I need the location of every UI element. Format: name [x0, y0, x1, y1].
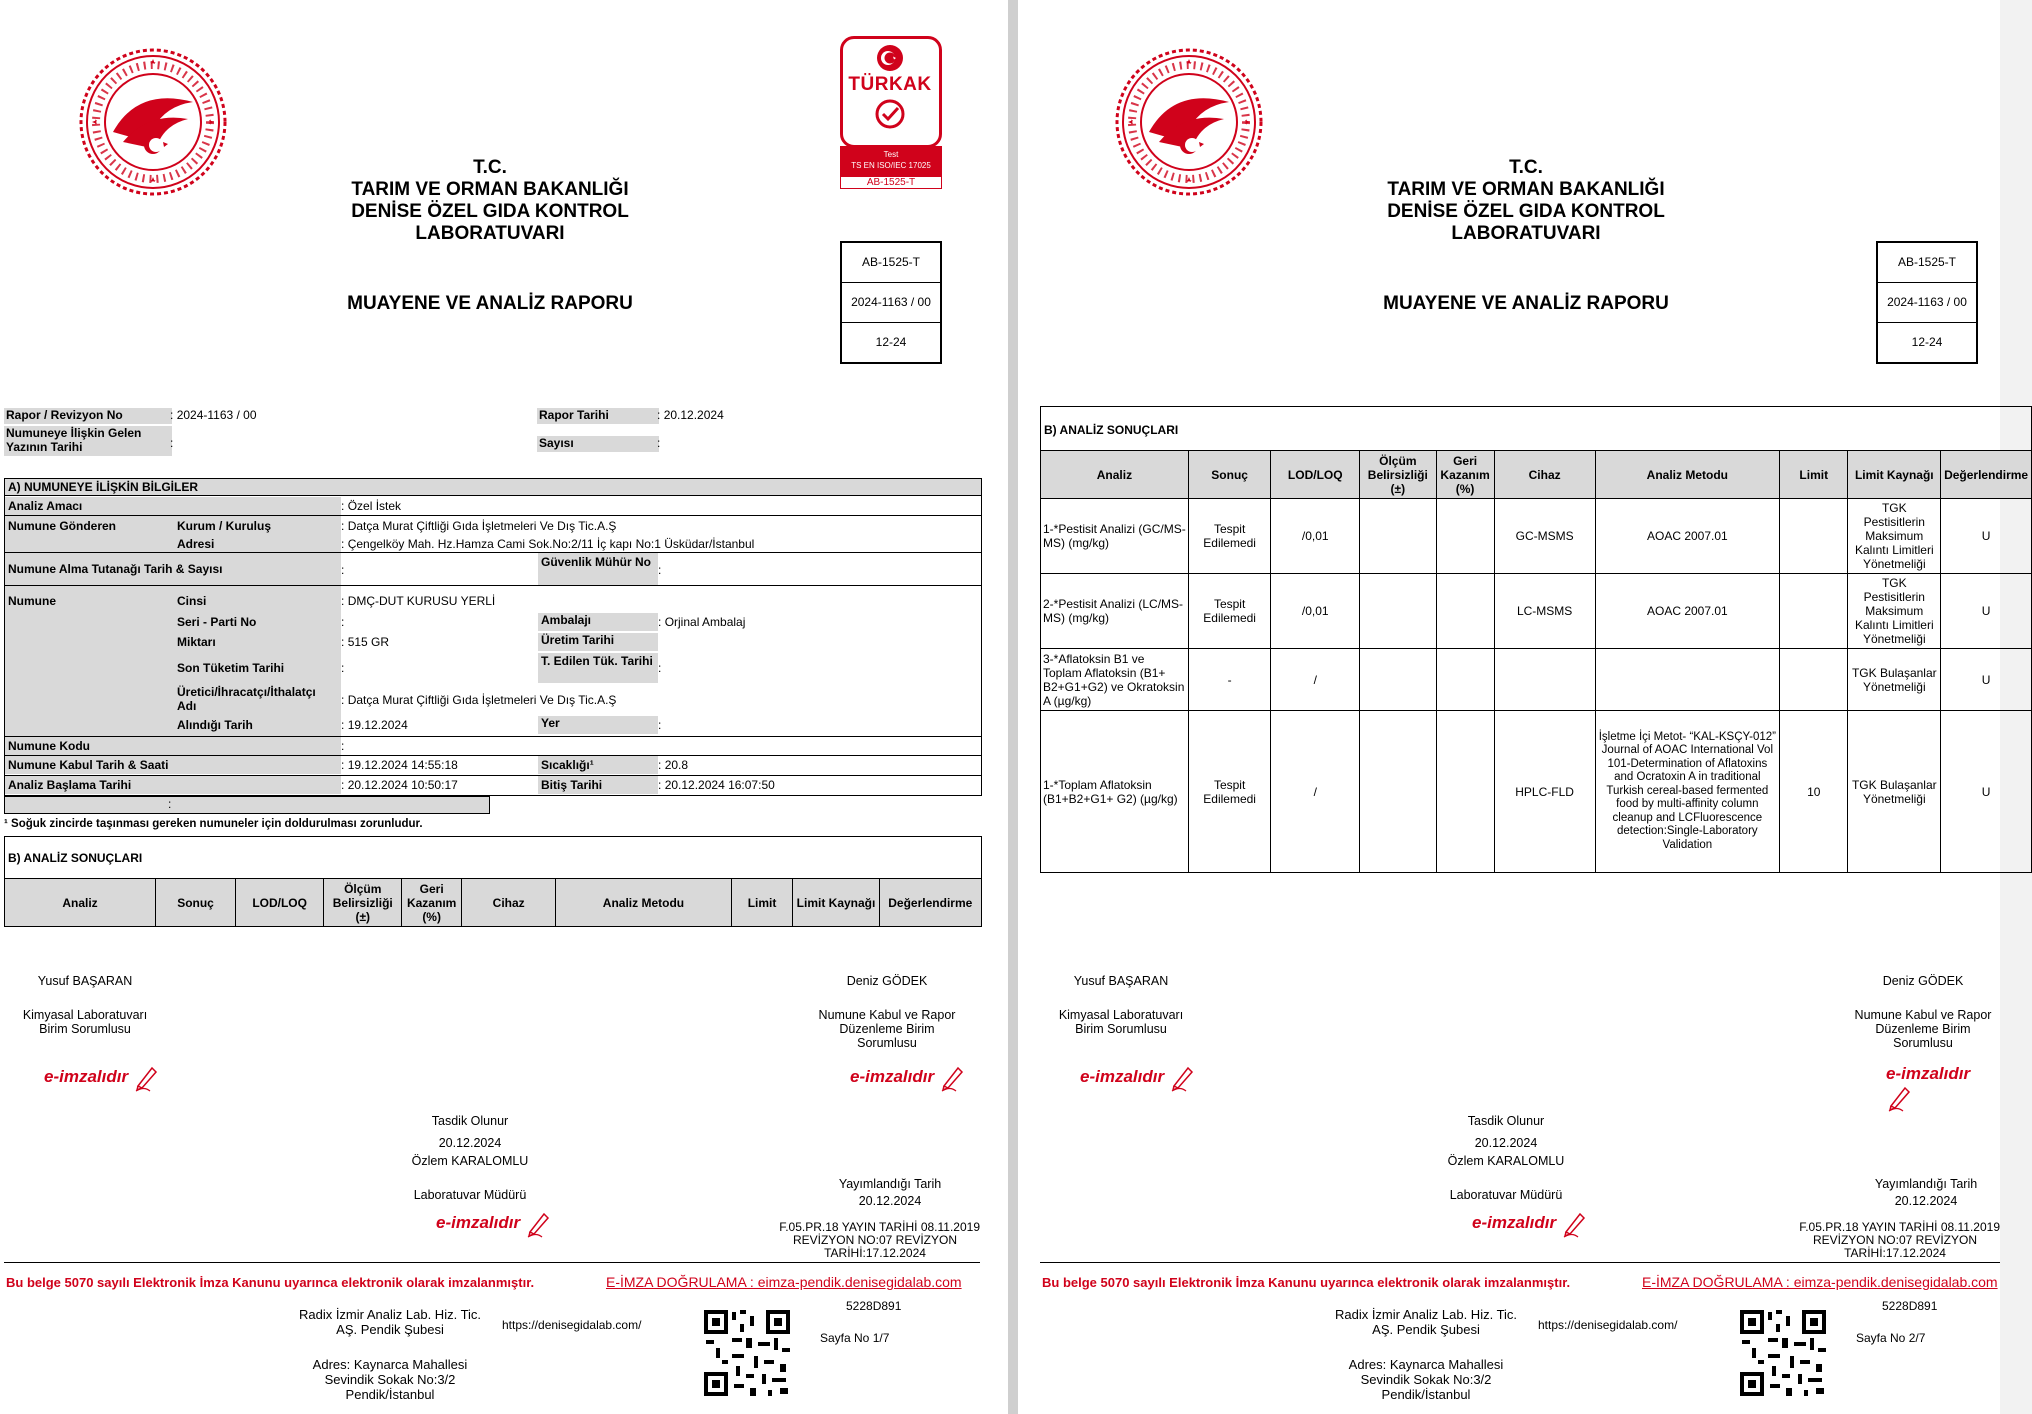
mudur-name: Özlem KARALOMLU: [1447, 1154, 1565, 1168]
header-tc: T.C.: [1509, 157, 1543, 178]
bitis-value: 20.12.2024 16:07:50: [664, 778, 775, 792]
mudur-name: Özlem KARALOMLU: [411, 1154, 529, 1168]
mudur-eimza: [436, 1210, 553, 1238]
code-report: 2024-1163 / 00: [1878, 283, 1976, 323]
address-line-1: Adres: Kaynarca Mahallesi: [312, 1357, 468, 1372]
header-block: [280, 157, 700, 245]
code-lab: AB-1525-T: [1878, 243, 1976, 283]
table-row: [1041, 574, 2032, 649]
yer-label: Yer: [538, 716, 658, 734]
cell-geri: [1436, 499, 1494, 574]
page-divider: [1008, 0, 1018, 1414]
form-code-1: F.05.PR.18 YAYIN TARİHİ 08.11.2019: [779, 1220, 980, 1234]
cinsi-wrap: [341, 594, 495, 608]
col-lod: LOD/LOQ: [1271, 451, 1360, 499]
yayim-label: Yayımlandığı Tarih: [1874, 1177, 1978, 1191]
rapor-no-value: 2024-1163 / 00: [176, 408, 257, 422]
address-line-2: Sevindik Sokak No:3/2: [1360, 1372, 1492, 1387]
right-signer-title: Numune Kabul ve Rapor Düzenleme Birim Sorumlusu: [818, 1008, 956, 1050]
footer-rule: [1040, 1262, 2000, 1263]
extra-row: [4, 796, 490, 814]
adres-label: Adresi: [177, 537, 215, 551]
uretici-wrap: [341, 693, 616, 707]
table-row: [1041, 711, 2032, 873]
colon: :: [341, 615, 345, 629]
analiz-amaci-wrap: [341, 499, 401, 513]
law-note: Bu belge 5070 sayılı Elektronik İmza Kanunu uyarınca elektronik olarak imzalanmıştır.: [6, 1275, 535, 1290]
rapor-tarihi-value: 20.12.2024: [663, 408, 724, 422]
numune-label: Numune: [8, 594, 56, 608]
ambalaj-label: Ambalajı: [538, 613, 658, 631]
cell-metod: İşletme İçi Metot- “KAL-KSÇY-012” Journal of AOAC International Vol 101-Determination of Aflatoxins and Ocratoxin A in traditional Turkish cereal-based fermented food by multi-affinity column cleanup and LCFluorescence detection:Single-Laboratory Validation: [1595, 711, 1780, 873]
left-signer-title: Kimyasal Laboratuvarı Birim Sorumlusu: [22, 1008, 148, 1036]
yayim-date: 20.12.2024: [1894, 1194, 1958, 1208]
sicaklik-wrap: [658, 758, 688, 772]
turkak-flag-icon: [876, 44, 904, 72]
analiz-amaci-label: Analiz Amacı: [5, 497, 341, 515]
turkak-code: AB-1525-T: [840, 176, 942, 189]
table-row: [1041, 499, 2032, 574]
sayisi-label: Sayısı: [537, 436, 659, 452]
left-signer-name: Yusuf BAŞARAN: [37, 974, 133, 988]
header-ministry: TARIM VE ORMAN BAKANLIĞI: [1387, 179, 1665, 200]
cell-lod: /0,01: [1271, 574, 1360, 649]
cell-metod: AOAC 2007.01: [1595, 574, 1780, 649]
t-edilen-label: T. Edilen Tük. Tarihi: [538, 653, 658, 683]
cell-degerlendirme: U: [1941, 499, 2032, 574]
pen-icon: [939, 1064, 967, 1092]
tutanak-label: Numune Alma Tutanağı Tarih & Sayısı: [5, 553, 341, 585]
col-degerlendirme: Değerlendirme: [1941, 451, 2032, 499]
kabul-wrap: [341, 758, 458, 772]
ministry-seal-icon: [78, 47, 228, 197]
bitis-label: Bitiş Tarihi: [538, 776, 658, 794]
colon: :: [341, 594, 345, 608]
report-title: MUAYENE VE ANALİZ RAPORU: [347, 293, 633, 314]
colon: :: [168, 797, 172, 811]
website-link[interactable]: https://denisegidalab.com/: [502, 1318, 642, 1332]
seri-label: Seri - Parti No: [177, 615, 257, 629]
rapor-tarihi-wrap: [657, 408, 724, 422]
header-lab: DENİSE ÖZEL GIDA KONTROL LABORATUVARI: [351, 201, 629, 244]
col-sonuc: Sonuç: [1188, 451, 1271, 499]
cell-analiz: 1-*Toplam Aflatoksin (B1+B2+G1+ G2) (µg/kg): [1041, 711, 1189, 873]
pen-icon: [133, 1064, 161, 1092]
form-code-2: REVİZYON NO:07 REVİZYON: [792, 1233, 958, 1247]
tasdik: Tasdik Olunur: [431, 1114, 509, 1128]
alindigi-wrap: [341, 718, 408, 732]
mudur-eimza: [1472, 1210, 1589, 1238]
tasdik: Tasdik Olunur: [1467, 1114, 1545, 1128]
eimza-label: e-imzalıdır: [1886, 1064, 1971, 1083]
pen-icon: [1169, 1064, 1197, 1092]
cell-analiz: 1-*Pestisit Analizi (GC/MS-MS) (mg/kg): [1041, 499, 1189, 574]
form-code: [1790, 1221, 2000, 1260]
colon: :: [341, 739, 345, 753]
right-eimza: [1886, 1064, 2000, 1112]
baslama-value: 20.12.2024 10:50:17: [347, 778, 458, 792]
colon: :: [658, 778, 662, 792]
col-cihaz: Cihaz: [1494, 451, 1595, 499]
pen-icon: [525, 1210, 553, 1238]
cell-sonuc: Tespit Edilemedi: [1188, 499, 1271, 574]
header-tc: T.C.: [473, 157, 507, 178]
col-analiz: Analiz: [1041, 451, 1189, 499]
colon: :: [341, 693, 345, 707]
results-table: [1040, 450, 2032, 873]
kabul-value: 19.12.2024 14:55:18: [347, 758, 458, 772]
cinsi-value: DMÇ-DUT KURUSU YERLİ: [347, 594, 496, 608]
cell-degerlendirme: U: [1941, 711, 2032, 873]
address-line-3: Pendik/İstanbul: [1381, 1387, 1471, 1402]
cell-metod: AOAC 2007.01: [1595, 499, 1780, 574]
cell-lod: /: [1271, 711, 1360, 873]
adres-wrap: [341, 537, 754, 551]
code-lab: AB-1525-T: [842, 243, 940, 283]
yazi-tarihi-label: Numuneye İlişkin Gelen Yazının Tarihi: [4, 426, 172, 456]
col-degerlendirme: Değerlendirme: [879, 879, 981, 927]
cell-kaynak: TGK Bulaşanlar Yönetmeliği: [1848, 711, 1941, 873]
mudur-title: Laboratuvar Müdürü: [1449, 1188, 1563, 1202]
col-metod: Analiz Metodu: [556, 879, 731, 927]
sicaklik-value: 20.8: [664, 758, 689, 772]
colon: :: [658, 718, 662, 732]
col-olcum: Ölçüm Belirsizliği (±): [324, 879, 402, 927]
eimza-label: e-imzalıdır: [1472, 1213, 1557, 1233]
col-cihaz: Cihaz: [462, 879, 556, 927]
cell-limit: 10: [1780, 711, 1848, 873]
address: [290, 1357, 490, 1402]
col-geri: Geri Kazanım (%): [402, 879, 462, 927]
website-link[interactable]: https://denisegidalab.com/: [1538, 1318, 1678, 1332]
right-eimza: [850, 1064, 967, 1092]
cell-sonuc: Tespit Edilemedi: [1188, 574, 1271, 649]
colon: :: [341, 499, 345, 513]
tasdik-date: 20.12.2024: [1474, 1136, 1538, 1150]
colon: :: [658, 758, 662, 772]
analiz-amaci-value: Özel İstek: [347, 499, 402, 513]
kurum-wrap: [341, 519, 616, 533]
col-limit: Limit: [731, 879, 793, 927]
section-a-title: A) NUMUNEYE İLİŞKİN BİLGİLER: [5, 479, 981, 496]
cell-limit: [1780, 649, 1848, 711]
qr-code-icon: [702, 1308, 792, 1398]
cell-analiz: 3-*Aflatoksin B1 ve Toplam Aflatoksin (B1+ B2+G1+G2) ve Okratoksin A (µg/kg): [1041, 649, 1189, 711]
mudur-title: Laboratuvar Müdürü: [413, 1188, 527, 1202]
form-code-3: TARİHİ:17.12.2024: [1844, 1246, 1946, 1260]
cell-sonuc: -: [1188, 649, 1271, 711]
form-code-2: REVİZYON NO:07 REVİZYON: [1812, 1233, 1978, 1247]
cell-geri: [1436, 711, 1494, 873]
section-a: [4, 478, 982, 796]
pen-icon: [1886, 1084, 1914, 1112]
cell-cihaz: [1494, 649, 1595, 711]
qr-code-icon: [1738, 1308, 1828, 1398]
cell-kaynak: TGK Pestisitlerin Maksimum Kalıntı Limitleri Yönetmeliği: [1848, 574, 1941, 649]
colon: :: [341, 563, 345, 577]
code-month: 12-24: [1911, 335, 1943, 349]
alindigi-label: Alındığı Tarih: [177, 718, 253, 732]
sicaklik-label: Sıcaklığı¹: [538, 756, 658, 774]
colon: :: [658, 563, 662, 577]
code-box: [840, 241, 942, 364]
yayim-label: Yayımlandığı Tarih: [838, 1177, 942, 1191]
rapor-tarihi-label: Rapor Tarihi: [537, 408, 659, 424]
report-page-1: [0, 0, 1008, 1414]
footnote: ¹ Soğuk zincirde taşınması gereken numuneler için doldurulması zorunludur.: [4, 818, 423, 830]
address-line-2: Sevindik Sokak No:3/2: [324, 1372, 456, 1387]
kabul-label: Numune Kabul Tarih & Saati: [5, 756, 341, 774]
section-b-title: B) ANALİZ SONUÇLARI: [8, 851, 143, 865]
col-kaynak: Limit Kaynağı: [793, 879, 879, 927]
col-limit: Limit: [1780, 451, 1848, 499]
header-lab: DENİSE ÖZEL GIDA KONTROL LABORATUVARI: [1387, 201, 1665, 244]
miktari-wrap: [341, 635, 389, 649]
col-olcum: Ölçüm Belirsizliği (±): [1360, 451, 1436, 499]
cell-lod: /: [1271, 649, 1360, 711]
eimza-verify-link[interactable]: E-İMZA DOĞRULAMA : eimza-pendik.denisegidalab.com: [1642, 1274, 1998, 1290]
footer-rule: [4, 1262, 980, 1263]
left-eimza: [44, 1064, 161, 1092]
baslama-wrap: [341, 778, 458, 792]
colon: :: [170, 408, 174, 422]
section-b-title: B) ANALİZ SONUÇLARI: [1044, 423, 1179, 437]
cell-olcum: [1360, 711, 1436, 873]
colon: :: [341, 778, 345, 792]
right-signer-name: Deniz GÖDEK: [846, 974, 928, 988]
cell-olcum: [1360, 499, 1436, 574]
colon: :: [341, 519, 345, 533]
ambalaj-value: Orjinal Ambalaj: [664, 615, 746, 629]
rapor-no-label: Rapor / Revizyon No: [4, 408, 172, 424]
colon: :: [341, 661, 345, 675]
right-signer-title: Numune Kabul ve Rapor Düzenleme Birim Sorumlusu: [1854, 1008, 1992, 1050]
numune-bg: [5, 586, 341, 736]
address-line-3: Pendik/İstanbul: [345, 1387, 435, 1402]
turkak-badge: [840, 36, 942, 188]
section-b-title-box: [4, 836, 982, 880]
uretim-label: Üretim Tarihi: [538, 633, 658, 651]
miktari-value: 515 GR: [347, 635, 390, 649]
cell-olcum: [1360, 574, 1436, 649]
cinsi-label: Cinsi: [177, 594, 207, 608]
colon: :: [341, 758, 345, 772]
baslama-label: Analiz Başlama Tarihi: [5, 776, 341, 794]
company-line-2: AŞ. Pendik Şubesi: [1372, 1322, 1480, 1337]
page-number: Sayfa No 2/7: [1856, 1331, 1926, 1345]
uretici-label: Üretici/İhracatçı/İthalatçı Adı: [177, 685, 316, 713]
turkak-standard: TS EN ISO/IEC 17025: [851, 161, 931, 170]
table-row: [1041, 649, 2032, 711]
turkak-name: TÜRKAK: [848, 74, 932, 95]
form-code-1: F.05.PR.18 YAYIN TARİHİ 08.11.2019: [1799, 1220, 2000, 1234]
cell-kaynak: TGK Pestisitlerin Maksimum Kalıntı Limitleri Yönetmeliği: [1848, 499, 1941, 574]
colon: :: [341, 635, 345, 649]
form-code-3: TARİHİ:17.12.2024: [824, 1246, 926, 1260]
cell-geri: [1436, 574, 1494, 649]
checkmark-circle-icon: [874, 98, 906, 130]
report-title: MUAYENE VE ANALİZ RAPORU: [1383, 293, 1669, 314]
colon: :: [658, 615, 662, 629]
cell-cihaz: LC-MSMS: [1494, 574, 1595, 649]
col-lod: LOD/LOQ: [236, 879, 324, 927]
rapor-no-value-wrap: [170, 408, 257, 422]
cell-cihaz: GC-MSMS: [1494, 499, 1595, 574]
alindigi-value: 19.12.2024: [347, 718, 408, 732]
colon: :: [658, 661, 662, 675]
code-report: 2024-1163 / 00: [842, 283, 940, 323]
header-ministry: TARIM VE ORMAN BAKANLIĞI: [351, 179, 629, 200]
company-name: [1326, 1307, 1526, 1337]
kurum-value: Datça Murat Çiftliği Gıda İşletmeleri Ve Dış Tic.A.Ş: [347, 519, 617, 533]
adres-value: Çengelköy Mah. Hz.Hamza Cami Sok.No:2/11 İç kapı No:1 Üsküdar/İstanbul: [347, 537, 755, 551]
cell-degerlendirme: U: [1941, 574, 2032, 649]
cell-cihaz: HPLC-FLD: [1494, 711, 1595, 873]
numune-gonderen-label: Numune Gönderen: [8, 519, 117, 533]
cell-metod: [1595, 649, 1780, 711]
eimza-label: e-imzalıdır: [44, 1067, 129, 1087]
eimza-label: e-imzalıdır: [1080, 1067, 1165, 1087]
doc-code: 5228D891: [846, 1299, 902, 1313]
col-kaynak: Limit Kaynağı: [1848, 451, 1941, 499]
bitis-wrap: [658, 778, 775, 792]
col-metod: Analiz Metodu: [1595, 451, 1780, 499]
guvenlik-label: Güvenlik Mühür No: [538, 553, 658, 585]
left-eimza: [1080, 1064, 1197, 1092]
form-code: [770, 1221, 980, 1260]
pen-icon: [1561, 1210, 1589, 1238]
uretici-value: Datça Murat Çiftliği Gıda İşletmeleri Ve Dış Tic.A.Ş: [347, 693, 617, 707]
company-line-1: Radix İzmir Analiz Lab. Hiz. Tic.: [298, 1307, 482, 1322]
left-signer-name: Yusuf BAŞARAN: [1073, 974, 1169, 988]
col-geri: Geri Kazanım (%): [1436, 451, 1494, 499]
col-analiz: Analiz: [5, 879, 156, 927]
cell-olcum: [1360, 649, 1436, 711]
turkak-standard-box: [840, 146, 942, 176]
company-line-1: Radix İzmir Analiz Lab. Hiz. Tic.: [1334, 1307, 1518, 1322]
col-sonuc: Sonuç: [156, 879, 236, 927]
right-signer-name: Deniz GÖDEK: [1882, 974, 1964, 988]
kurum-label: Kurum / Kuruluş: [177, 519, 272, 533]
turkak-test: Test: [883, 150, 899, 159]
cell-kaynak: TGK Bulaşanlar Yönetmeliği: [1848, 649, 1941, 711]
yayim-date: 20.12.2024: [858, 1194, 922, 1208]
report-page-2: [1018, 0, 2029, 1414]
company-line-2: AŞ. Pendik Şubesi: [336, 1322, 444, 1337]
eimza-label: e-imzalıdır: [436, 1213, 521, 1233]
results-header-table-p1: [4, 878, 982, 927]
address: [1326, 1357, 1526, 1402]
ministry-seal-icon: [1114, 47, 1264, 197]
numune-kodu-label: Numune Kodu: [5, 737, 341, 755]
son-tuketim-label: Son Tüketim Tarihi: [177, 661, 285, 675]
colon: :: [657, 408, 661, 422]
page-number: Sayfa No 1/7: [820, 1331, 890, 1345]
header-block: [1316, 157, 1736, 245]
cell-lod: /0,01: [1271, 499, 1360, 574]
left-signer-title: Kimyasal Laboratuvarı Birim Sorumlusu: [1058, 1008, 1184, 1036]
cell-limit: [1780, 574, 1848, 649]
eimza-verify-link[interactable]: E-İMZA DOĞRULAMA : eimza-pendik.denisegidalab.com: [606, 1274, 962, 1290]
miktari-label: Miktarı: [177, 635, 216, 649]
company-name: [290, 1307, 490, 1337]
cell-limit: [1780, 499, 1848, 574]
doc-code: 5228D891: [1882, 1299, 1938, 1313]
law-note: Bu belge 5070 sayılı Elektronik İmza Kanunu uyarınca elektronik olarak imzalanmıştır.: [1042, 1275, 1571, 1290]
cell-degerlendirme: U: [1941, 649, 2032, 711]
section-b-title-box: [1040, 406, 2032, 452]
cell-sonuc: Tespit Edilemedi: [1188, 711, 1271, 873]
cell-geri: [1436, 649, 1494, 711]
code-month: 12-24: [875, 335, 907, 349]
cell-analiz: 2-*Pestisit Analizi (LC/MS-MS) (mg/kg): [1041, 574, 1189, 649]
address-line-1: Adres: Kaynarca Mahallesi: [1348, 1357, 1504, 1372]
colon: :: [657, 436, 661, 450]
tasdik-date: 20.12.2024: [438, 1136, 502, 1150]
ambalaj-wrap: [658, 615, 745, 629]
eimza-label: e-imzalıdır: [850, 1067, 935, 1087]
colon: :: [341, 537, 345, 551]
code-box: [1876, 241, 1978, 364]
colon: :: [170, 436, 174, 450]
colon: :: [341, 718, 345, 732]
